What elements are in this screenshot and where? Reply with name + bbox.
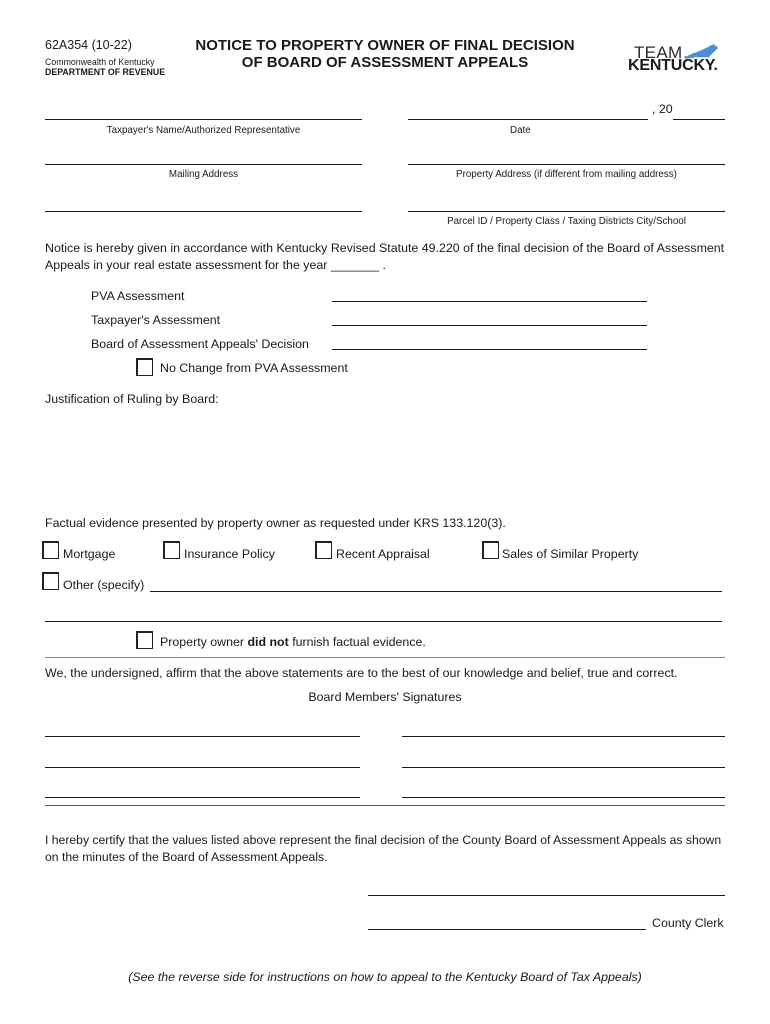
mailing-address-label: Mailing Address — [168, 169, 239, 180]
board-member-signature-field[interactable] — [402, 797, 725, 798]
no-change-label: No Change from PVA Assessment — [160, 361, 348, 375]
insurance-policy-checkbox[interactable] — [163, 541, 180, 559]
parcel-id-field[interactable] — [408, 211, 725, 212]
county-clerk-label: County Clerk — [652, 916, 724, 930]
not-furnished-label — [160, 636, 426, 648]
notice-text-line2: Appeals in your real estate assessment for the year _______ . — [45, 258, 386, 272]
board-decision-field[interactable] — [332, 349, 647, 350]
taxpayer-name-label: Taxpayer's Name/Authorized Representative — [106, 125, 301, 136]
other-specify-line2-field[interactable] — [45, 621, 722, 622]
not-furnished-emphasis: did not — [247, 635, 289, 649]
mortgage-label: Mortgage — [63, 547, 116, 561]
form-title-line2: OF BOARD OF ASSESSMENT APPEALS — [241, 54, 529, 71]
board-member-signature-field[interactable] — [45, 797, 360, 798]
recent-appraisal-checkbox[interactable] — [315, 541, 332, 559]
certification-text-line2: on the minutes of the Board of Assessment Appeals. — [45, 850, 328, 864]
form-number: 62A354 (10-22) — [45, 38, 132, 52]
notice-text-line1: Notice is hereby given in accordance with Kentucky Revised Statute 49.220 of the final decision of the Board of Assessment — [45, 241, 725, 255]
not-furnished-suffix: furnish factual evidence. — [288, 635, 426, 649]
footer-note: (See the reverse side for instructions on how to appeal to the Kentucky Board of Tax Appeals) — [128, 970, 642, 984]
pva-assessment-label: PVA Assessment — [91, 289, 185, 303]
date-year-field[interactable] — [673, 119, 725, 120]
sales-similar-property-label: Sales of Similar Property — [502, 547, 639, 561]
taxpayer-name-field[interactable] — [45, 119, 362, 120]
justification-area[interactable] — [45, 412, 725, 508]
section-divider — [45, 657, 725, 658]
property-address-label: Property Address (if different from mailing address) — [456, 169, 677, 180]
affirmation-text: We, the undersigned, affirm that the above statements are to the best of our knowledge and belief, true and correct. — [45, 666, 678, 680]
taxpayer-assessment-field[interactable] — [332, 325, 647, 326]
taxpayer-assessment-label: Taxpayer's Assessment — [91, 313, 221, 327]
board-decision-label: Board of Assessment Appeals' Decision — [91, 337, 309, 351]
mailing-address-field[interactable] — [45, 164, 362, 165]
justification-label: Justification of Ruling by Board: — [45, 392, 219, 406]
section-divider — [45, 805, 725, 806]
board-member-signature-field[interactable] — [402, 736, 725, 737]
other-label: Other (specify) — [63, 578, 145, 592]
date-label: Date — [510, 125, 531, 136]
no-change-checkbox[interactable] — [136, 358, 153, 376]
board-member-signature-field[interactable] — [402, 767, 725, 768]
team-kentucky-logo — [626, 40, 728, 78]
certification-text-line1: I hereby certify that the values listed above represent the final decision of the County Board of Assessment Appeals as shown — [45, 833, 722, 847]
sales-similar-property-checkbox[interactable] — [482, 541, 499, 559]
insurance-policy-label: Insurance Policy — [184, 547, 275, 561]
agency-name: Commonwealth of Kentucky — [45, 56, 155, 67]
not-furnished-checkbox[interactable] — [136, 631, 153, 649]
mailing-address-line2-field[interactable] — [45, 211, 362, 212]
date-field[interactable] — [408, 119, 648, 120]
recent-appraisal-label: Recent Appraisal — [336, 547, 430, 561]
logo-team-text: TEAM — [634, 43, 683, 62]
certification-line-field[interactable] — [368, 895, 725, 896]
logo-kentucky-text: KENTUCKY. — [628, 57, 718, 75]
date-year-prefix: , 20 — [652, 102, 673, 116]
pva-assessment-field[interactable] — [332, 301, 647, 302]
department-name: DEPARTMENT OF REVENUE — [45, 66, 166, 77]
property-address-field[interactable] — [408, 164, 725, 165]
board-member-signature-field[interactable] — [45, 736, 360, 737]
not-furnished-prefix: Property owner — [160, 635, 248, 649]
evidence-intro: Factual evidence presented by property owner as requested under KRS 133.120(3). — [45, 516, 506, 530]
parcel-id-label: Parcel ID / Property Class / Taxing Districts City/School — [447, 216, 686, 227]
other-specify-field[interactable] — [150, 591, 722, 592]
form-title-line1: NOTICE TO PROPERTY OWNER OF FINAL DECISION — [195, 37, 575, 54]
county-clerk-signature-field[interactable] — [368, 929, 646, 930]
board-member-signature-field[interactable] — [45, 767, 360, 768]
signatures-heading: Board Members' Signatures — [308, 690, 462, 704]
mortgage-checkbox[interactable] — [42, 541, 59, 559]
other-checkbox[interactable] — [42, 572, 59, 590]
